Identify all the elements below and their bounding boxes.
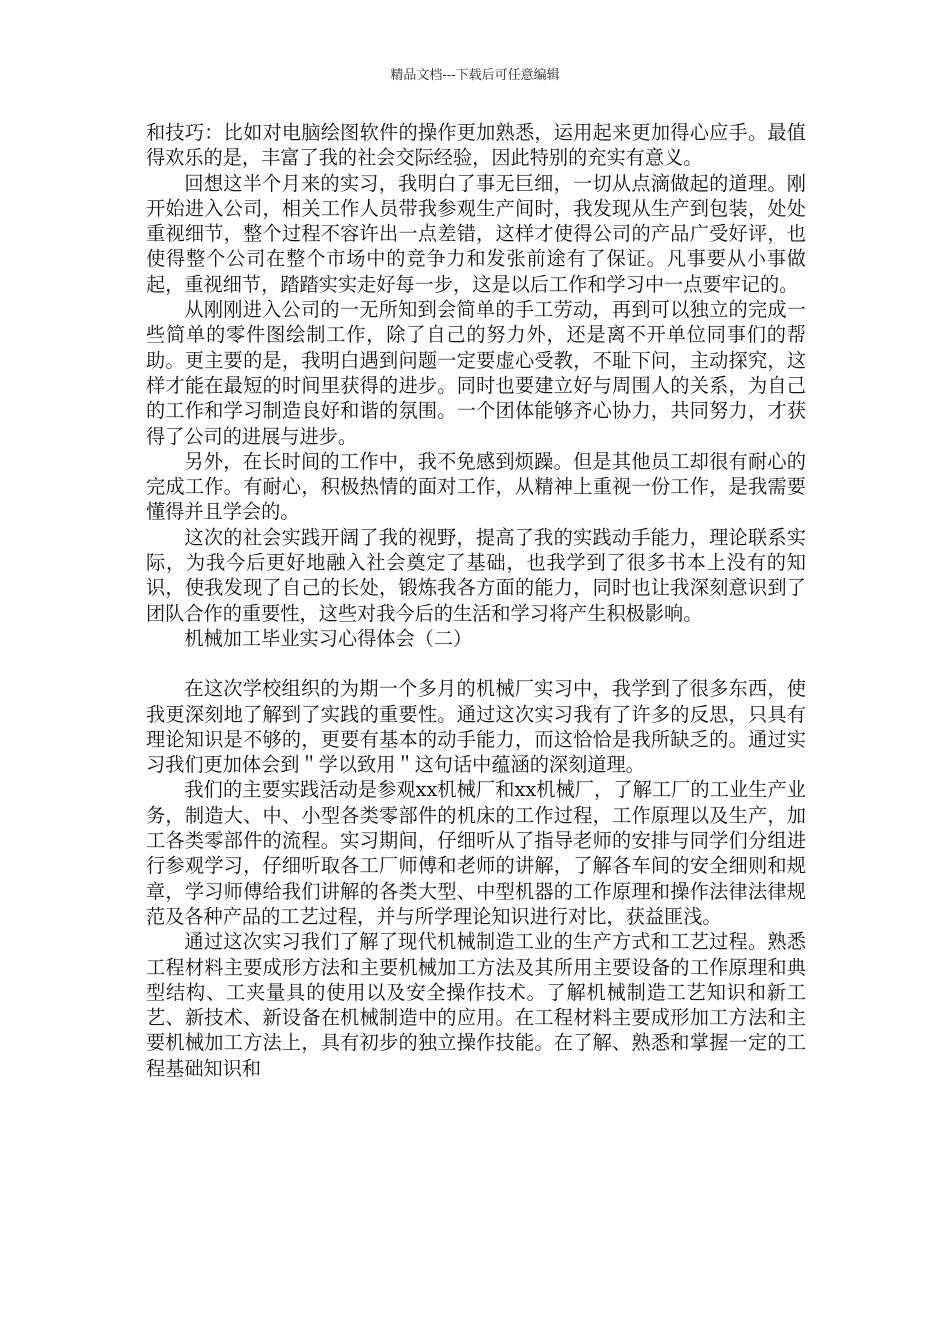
- paragraph: 从刚刚进入公司的一无所知到会简单的手工劳动，再到可以独立的完成一些简单的零件图绘制工作，除了自己的努力外，还是离不开单位同事们的帮助。更主要的是，我明白遇到问题一定要虚心受教，不耻下问，主动探究，这样才能在最短的时间里获得的进步。同时也要建立好与周围人的关系，为自己的工作和学习制造良好和谐的氛围。一个团体能够齐心协力，共同努力，才获得了公司的进展与进步。: [146, 298, 806, 448]
- paragraph: 回想这半个月来的实习，我明白了事无巨细，一切从点滴做起的道理。刚开始进入公司，相关工作人员带我参观生产间时，我发现从生产到包装，处处重视细节，整个过程不容许出一点差错，这样才使得公司的产品广受好评，也使得整个公司在整个市场中的竞争力和发张前途有了保证。凡事要从小事做起，重视细节，踏踏实实走好每一步，这是以后工作和学习中一点要牢记的。: [146, 171, 806, 296]
- paragraph: 这次的社会实践开阔了我的视野，提高了我的实践动手能力，理论联系实际，为我今后更好地融入社会奠定了基础，也我学到了很多书本上没有的知识，使我发现了自己的长处，锻炼我各方面的能力，同时也让我深刻意识到了团队合作的重要性，这些对我今后的生活和学习将产生积极影响。: [146, 525, 806, 625]
- paragraph: 另外，在长时间的工作中，我不免感到烦躁。但是其他员工却很有耐心的完成工作。有耐心，积极热情的面对工作，从精神上重视一份工作，是我需要懂得并且学会的。: [146, 449, 806, 524]
- section-title: 机械加工毕业实习心得体会（二）: [184, 626, 473, 650]
- page-header: 精品文档---下载后可任意编辑: [390, 68, 560, 83]
- paragraph: 通过这次实习我们了解了现代机械制造工业的生产方式和工艺过程。熟悉工程材料主要成形方法和主要机械加工方法及其所用主要设备的工作原理和典型结构、工夹量具的使用以及安全操作技术。了解机械制造工艺知识和新工艺、新技术、新设备在机械制造中的应用。在工程材料主要成形加工方法和主要机械加工方法上，具有初步的独立操作技能。在了解、熟悉和掌握一定的工程基础知识和: [146, 930, 806, 1080]
- paragraph: 和技巧：比如对电脑绘图软件的操作更加熟悉，运用起来更加得心应手。最值得欢乐的是，丰富了我的社会交际经验，因此特别的充实有意义。: [146, 121, 806, 170]
- document-body: [146, 120, 806, 1081]
- paragraph: 我们的主要实践活动是参观xx机械厂和xx机械厂，了解工厂的工业生产业务，制造大、中、小型各类零部件的机床的工作过程，工作原理以及生产，加工各类零部件的流程。实习期间，仔细听从了指导老师的安排与同学们分组进行参观学习，仔细听取各工厂师傅和老师的讲解，了解各车间的安全细则和规章，学习师傅给我们讲解的各类大型、中型机器的工作原理和操作法律法律规范及各种产品的工艺过程，并与所学理论知识进行对比，获益匪浅。: [146, 778, 806, 928]
- paragraph: 在这次学校组织的为期一个多月的机械厂实习中，我学到了很多东西，使我更深刻地了解到了实践的重要性。通过这次实习我有了许多的反思，只具有理论知识是不够的，更要有基本的动手能力，而这恰恰是我所缺乏的。通过实习我们更加体会到＂学以致用＂这句话中蕴涵的深刻道理。: [146, 677, 806, 777]
